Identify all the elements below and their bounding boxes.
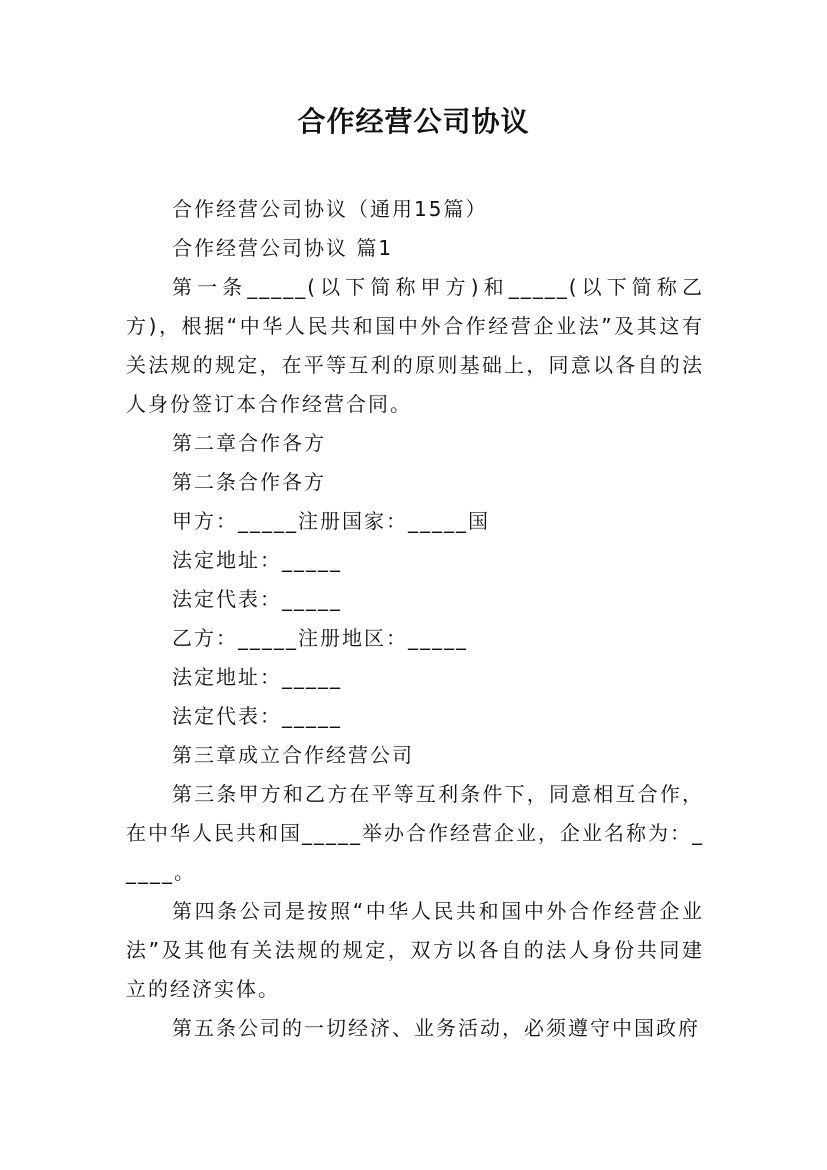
article-1-paragraph: 第一条_____(以下简称甲方)和_____(以下简称乙方)，根据“中华人民共和国中外合作经营企业法”及其这有关法规的规定，在平等互利的原则基础上，同意以各自的法人身份签订本合作经营合同。: [126, 275, 704, 416]
article-3-paragraph: 第三条甲方和乙方在平等互利条件下，同意相互合作，在中华人民共和国_____举办合作经营企业，企业名称为：_____。: [126, 782, 704, 884]
document-body: [126, 190, 704, 1048]
party-a-address-line: 法定地址：_____: [172, 548, 342, 572]
chapter-3-heading: 第三章成立合作经营公司: [172, 743, 414, 767]
party-b-line: 乙方：_____注册地区：_____: [172, 626, 468, 650]
article-5-paragraph: 第五条公司的一切经济、业务活动，必须遵守中国政府: [172, 1016, 700, 1040]
party-b-address-line: 法定地址：_____: [172, 665, 342, 689]
party-b-representative-line: 法定代表：_____: [172, 704, 342, 728]
subtitle-paragraph: 合作经营公司协议（通用15篇）: [172, 197, 488, 221]
chapter-2-heading: 第二章合作各方: [172, 431, 326, 455]
document-title: 合作经营公司协议: [297, 105, 530, 138]
article-4-paragraph: 第四条公司是按照“中华人民共和国中外合作经营企业法”及其他有关法规的规定，双方以各自的法人身份共同建立的经济实体。: [126, 899, 704, 1001]
party-a-representative-line: 法定代表：_____: [172, 587, 342, 611]
article-2-heading: 第二条合作各方: [172, 470, 326, 494]
section-heading-paragraph: 合作经营公司协议 篇1: [172, 236, 394, 260]
party-a-line: 甲方：_____注册国家：_____国: [172, 509, 490, 533]
